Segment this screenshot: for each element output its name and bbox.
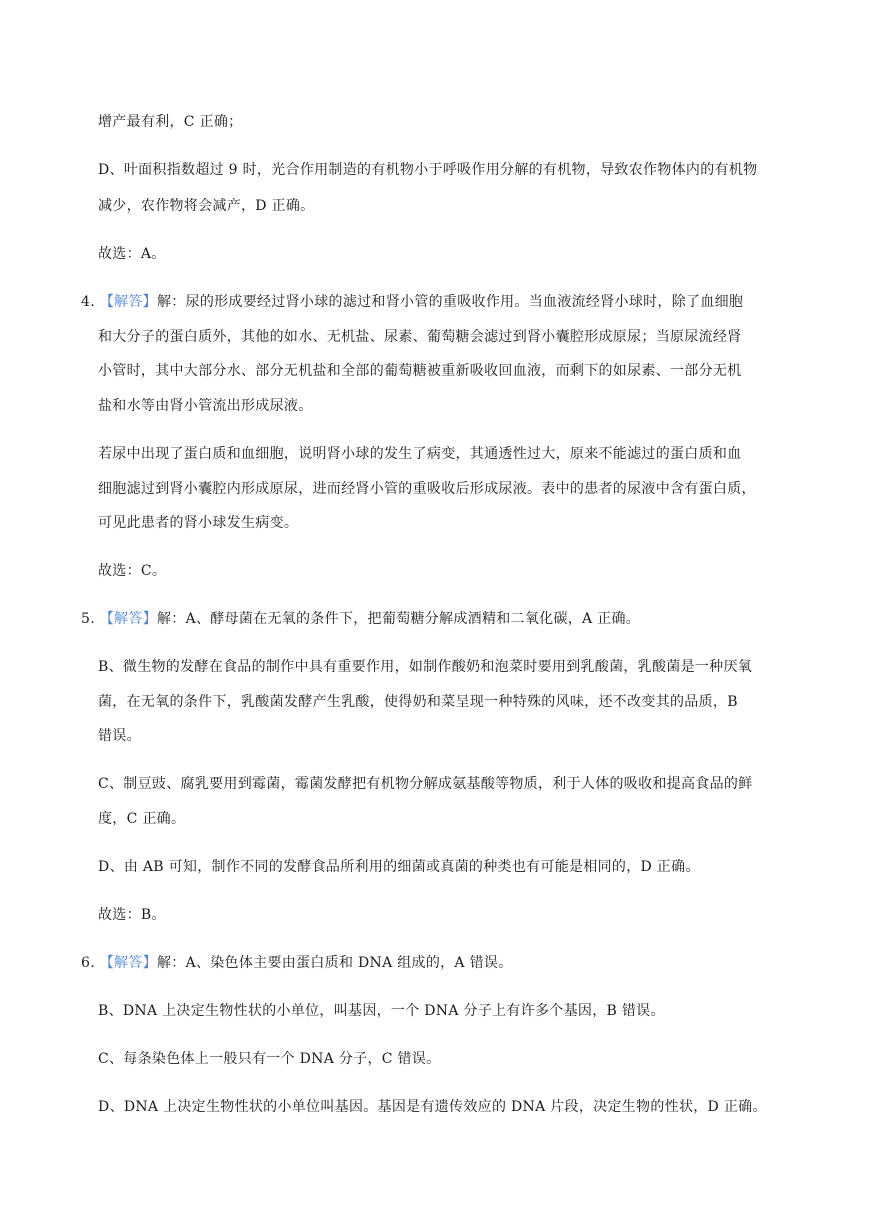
- text-line: 可见此患者的肾小球发生病变。: [98, 515, 299, 531]
- text-line: 小管时，其中大部分水、部分无机盐和全部的葡萄糖被重新吸收回血液，而剩下的如尿素、一部分无机: [98, 363, 742, 379]
- answer-text: 解：A、酵母菌在无氧的条件下，把葡萄糖分解成酒精和二氧化碳，A 正确。: [156, 611, 641, 627]
- text-line: 故选：A。: [98, 246, 166, 262]
- text-line: 细胞滤过到肾小囊腔内形成原尿，进而经肾小管的重吸收后形成尿液。表中的患者的尿液中含有蛋白质，: [98, 481, 756, 497]
- text-line: C、每条染色体上一般只有一个 DNA 分子，C 错误。: [98, 1051, 441, 1067]
- text-line: 和大分子的蛋白质外，其他的如水、无机盐、尿素、葡萄糖会滤过到肾小囊腔形成原尿；当原尿流经肾: [98, 329, 742, 345]
- text-line: D、由 AB 可知，制作不同的发酵食品所利用的细菌或真菌的种类也有可能是相同的，D 正确。: [98, 859, 700, 875]
- text-line: 错误。: [98, 728, 141, 744]
- text-line: C、制豆豉、腐乳要用到霉菌，霉菌发酵把有机物分解成氨基酸等物质，利于人体的吸收和提高食品的鲜: [98, 776, 753, 792]
- answer-text: 解：A、染色体主要由蛋白质和 DNA 组成的，A 错误。: [156, 955, 513, 971]
- text-line: B、DNA 上决定生物性状的小单位，叫基因，一个 DNA 分子上有许多个基因，B 错误。: [98, 1003, 665, 1019]
- answer-6-first-line: [81, 953, 781, 973]
- answer-tag: 【解答】: [99, 611, 157, 627]
- answer-number: 5.: [81, 611, 95, 627]
- answer-number: 6.: [81, 955, 95, 971]
- answer-4-first-line: [81, 292, 781, 312]
- text-line: D、叶面积指数超过 9 时，光合作用制造的有机物小于呼吸作用分解的有机物，导致农作物体内的有机物: [98, 162, 758, 178]
- text-line: 增产最有利，C 正确；: [98, 114, 243, 130]
- text-line: 若尿中出现了蛋白质和血细胞，说明肾小球的发生了病变，其通透性过大，原来不能滤过的蛋白质和血: [98, 446, 742, 462]
- text-line: 度，C 正确。: [98, 811, 186, 827]
- answer-5-first-line: [81, 609, 781, 629]
- answer-tag: 【解答】: [99, 294, 157, 310]
- answer-number: 4.: [81, 294, 95, 310]
- text-line: 故选：C。: [98, 563, 167, 579]
- text-line: 故选：B。: [98, 907, 166, 923]
- text-line: 盐和水等由肾小管流出形成尿液。: [98, 398, 313, 414]
- text-line: D、DNA 上决定生物性状的小单位叫基因。基因是有遗传效应的 DNA 片段，决定生物的性状，D 正确。: [98, 1099, 767, 1115]
- answer-text: 解：尿的形成要经过肾小球的滤过和肾小管的重吸收作用。当血液流经肾小球时，除了血细胞: [156, 294, 744, 310]
- text-line: 菌，在无氧的条件下，乳酸菌发酵产生乳酸，使得奶和菜呈现一种特殊的风味，还不改变其的品质，B: [98, 694, 738, 710]
- text-line: B、微生物的发酵在食品的制作中具有重要作用，如制作酸奶和泡菜时要用到乳酸菌，乳酸菌是一种厌氧: [98, 659, 753, 675]
- text-line: 减少，农作物将会减产，D 正确。: [98, 198, 315, 214]
- answer-tag: 【解答】: [99, 955, 157, 971]
